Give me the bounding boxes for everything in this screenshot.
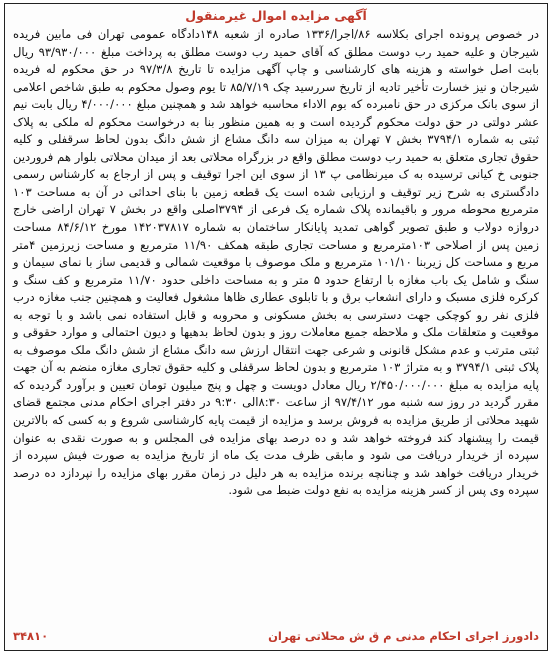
notice-footer — [13, 628, 539, 644]
auction-notice — [4, 3, 548, 651]
signature-line: دادورز اجرای احکام مدنی م ق ش محلاتی تهران — [268, 629, 539, 643]
ad-number: ۳۴۸۱۰ — [13, 629, 49, 643]
notice-body: در خصوص پرونده اجرای بکلاسه ۸۶/اجرا/۱۳۳۶ صادره از شعبه ۱۴۸دادگاه عمومی تهران فی مابین فریده شیرجان و علیه حمید رب دوست مطلق که آقای حمید رب دوست مطلق به پرداخت مبلغ ۹۳/۹۳۰/۰۰۰ ریال بابت اصل خواسته و هزینه های کارشناسی و چاپ آگهی مزایده تا تاریخ ۹۷/۳/۸ در حق محکوم له فریده شیرجان و نیز خسارت تأخیر تادیه از تاریخ سررسید چک ۸۵/۷/۱۹ تا یوم وصول محکوم به طبق شاخص اعلامی از سوی بانک مرکزی در حق نامبرده که بوم الاداء محاسبه خواهد شد و همچنین مبلغ ۴/۰۰۰/۰۰۰ ریال بابت نیم عشر دولتی در حق دولت محکوم گردیده است و به همین منظور بنا به درخواست محکوم له ملکی به پلاک ثبتی به شماره ۳۷۹۴/۱ بخش ۷ تهران به میزان سه دانگ مشاع از شش دانگ بدون لحاظ سرقفلی و کلیه حقوق تجاری متعلق به حمید رب دوست مطلق واقع در بزرگراه محلاتی بعد از میدان محلاتی بلوار هم فروردین جنوبی خ کیانی ترسیده به ک میرنظامی پ ۱۳ از سوی این اجرا توقیف و پس از ارجاع به کارشناس رسمی دادگستری به شرح زیر توقیف و ارزیابی شده است یک قطعه زمین با بنای احداثی در آن به مساحت ۱۰۳ مترمربع محوطه مرور و باقیمانده پلاک شماره یک فرعی از ۳۷۹۴اصلی واقع در بخش ۷ تهران اراضی خارج دروازه دولاب و طبق تصویر گواهی تمدید پایانکار ساختمان به شماره ۱۴۲۰۳۷۸۱۷ مورخ ۸۴/۶/۱۲ مساحت زمین پس از اصلاحی ۱۰۳مترمربع و مساحت تجاری طبقه همکف ۱۱/۹۰ مترمربع و مساحت زیرزمین ۴متر مربع و مساحت کل زیربنا ۱۰۱/۱۰ مترمربع و ملک موصوف با موقعیت شمالی و قدیمی ساز با نمای سیمان و سنگ و شامل یک باب مغازه با ارتفاع حدود ۵ متر و به مساحت داخلی حدود ۱۱/۷۰ مترمربع و کف سنگ و کرکره فلزی مسبک و دارای انشعاب برق و با تابلوی عطاری ظاها مشغول فعالیت و همچنین جنب مغازه درب فلزی نفر رو کوچکی جهت دسترسی به بخش مسکونی و محروبه و قابل استفاده نمی باشد و با توجه به موقعیت و متعلقات ملک و ملاحظه جمیع معاملات روز و بدون لحاظ بدهیها و دیون احتمالی و موارد حقوقی و ثبتی مترتب و عدم مشکل قانونی و شرعی جهت انتقال ارزش سه دانگ مشاع از شش دانگ ملک موصوف به پلاک ثبتی ۳۷۹۴/۱ و به متراژ ۱۰۳ مترمربع و بدون لحاظ سرقفلی و کلیه حقوق تجاری مغازه منضم به آن جهت پایه مزایده به مبلغ ۲/۴۵۰/۰۰۰/۰۰۰ ریال معادل دویست و چهل و پنج میلیون تومان تعیین و برآورد گردیده که مقرر گردید در روز سه شنبه مور ۹۷/۴/۱۲ از ساعت ۸:۳۰الی ۹:۳۰ در دفتر اجرای احکام مدنی مجتمع قضای شهید محلاتی از طریق مزایده به فروش برسد و مزایده از قیمت پایه کارشناسی شروع و به کسی که بالاترین قیمت را پیشنهاد کند فروخته خواهد شد و ده درصد بهای مزایده فی المجلس و به صورت نقدی به عنوان سپرده از خریدار دریافت می شود و مابقی ظرف مدت یک ماه از تاریخ مزایده به صورت فیش سپرده از خریدار دریافت خواهد شد و چنانچه برنده مزایده به هر دلیل در زمان مقرر بهای مزایده را نپردازد ده درصد سپرده وی پس از کسر هزینه مزایده به نفع دولت ضبط می شود. — [13, 27, 539, 498]
notice-title: آگهی مزایده اموال غیرمنقول — [185, 8, 367, 23]
